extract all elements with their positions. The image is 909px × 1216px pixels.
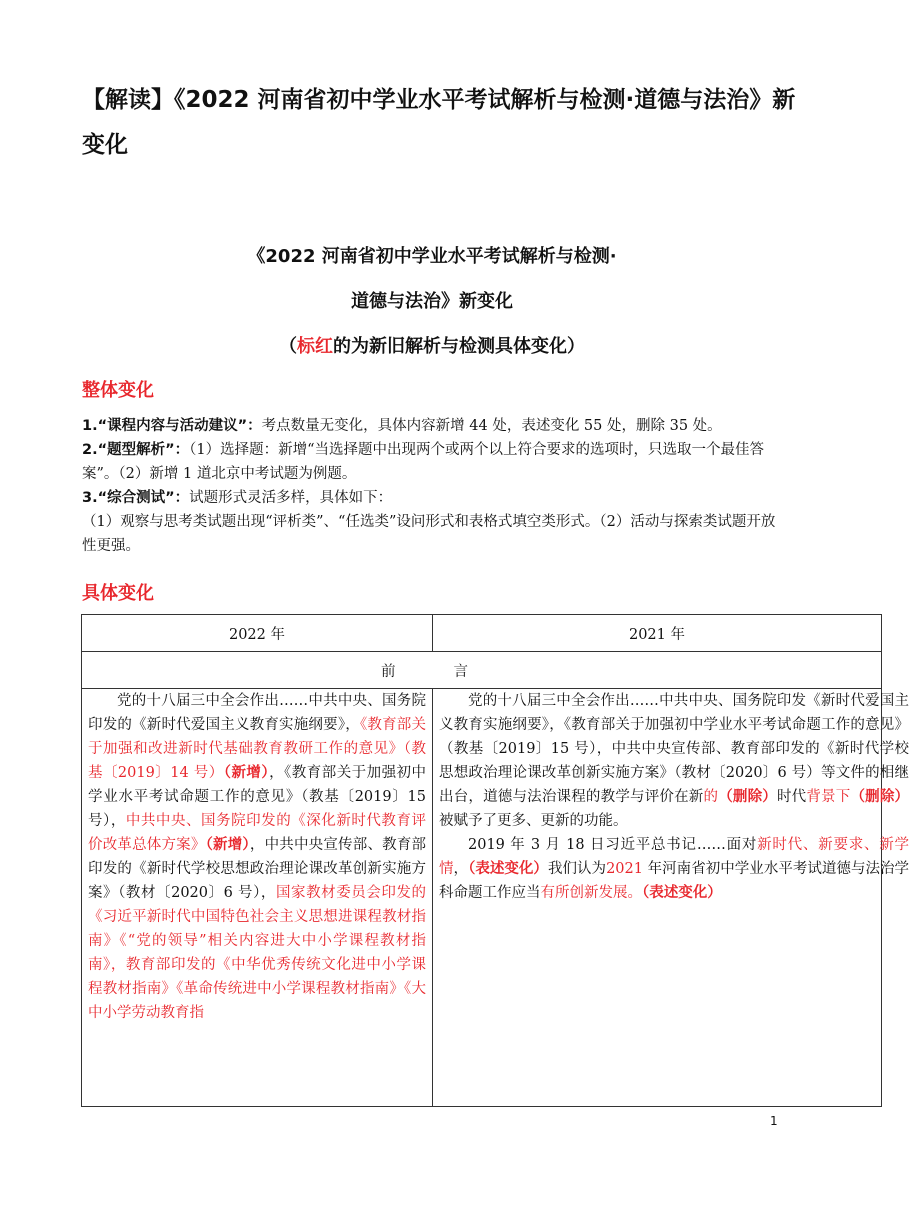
red-segment: 2021: [606, 861, 643, 877]
change-tag: （表述变化）: [642, 885, 722, 901]
text-segment: ，: [453, 861, 469, 877]
red-segment: 新时代、新要求、新学情: [439, 837, 909, 877]
item-2-label: 2.“题型解析”：: [82, 442, 190, 458]
comparison-table: [81, 614, 909, 1107]
red-segment: 国家教材委员会印发的《习近平新时代中国特色社会主义思想进课程教材指南》《“党的领导”相关内容进大中小学课程教材指南》，教育部印发的《中华优秀传统文化进中小学课程教材指南》《革命传统进中小学课程教材指南》《大中小学劳动教育指: [88, 885, 426, 1021]
overall-item-1: [82, 414, 782, 438]
text-segment: 时代: [776, 789, 807, 805]
header-2021: 2021 年: [433, 615, 882, 652]
content-row: [82, 689, 882, 1107]
red-segment: 有所创新发展。: [540, 885, 642, 901]
change-tag: （表述变化）: [468, 861, 548, 877]
item-1-text: 考点数量无变化，具体内容新增 44 处，表述变化 55 处，删除 35 处。: [261, 418, 722, 434]
text-segment: ，中共中央宣传部、教育部印发的《新时代学校思想政治理论课改革创新实施方案》（教材〔2020〕6 号），: [88, 837, 427, 901]
cell-2022: [82, 689, 433, 1107]
text-segment: 党的十八届三中全会作出……中共中央、国务院印发《新时代爱国主义教育实施纲要》，《教育部关于加强初中学业水平考试命题工作的意见》（教基〔2019〕15 号），中共中央宣传部、教育部印发的《新时代学校思想政治理论课改革创新实施方案》（教材〔2020〕6 号）等文件的相继出台，道德与法治课程的教学与评价在新: [439, 693, 909, 805]
page-number: 1: [770, 1114, 778, 1128]
subtitle-line-1: 《2022 河南省初中学业水平考试解析与检测·: [247, 246, 617, 267]
red-segment: 的: [703, 789, 719, 805]
header-2022: 2022 年: [82, 615, 433, 652]
red-segment: 《教育部关于加强和改进新时代基础教育教研工作的意见》（教基〔2019〕14 号）: [88, 717, 427, 781]
text-segment: 年河南省初中学业水平考试道德与法治学科命题工作应当: [439, 861, 909, 901]
text-segment: 党的十八届三中全会作出……中共中央、国务院印发的《新时代爱国主义教育实施纲要》，: [88, 693, 426, 733]
change-tag: （删除）: [718, 789, 777, 805]
preface-row: [82, 652, 882, 689]
subtitle-note: [82, 332, 782, 358]
section-heading-overall: 整体变化: [82, 380, 154, 401]
overall-changes-list: [82, 414, 782, 558]
text-segment: ，《教育部关于加强初中学业水平考试命题工作的意见》（教基〔2019〕15 号），: [88, 765, 427, 829]
item-2-text: （1）选择题：新增“当选择题中出现两个或两个以上符合要求的选项时，只选取一个最佳答案”。（2）新增 1 道北京中考试题为例题。: [82, 442, 765, 482]
note-rest: 的为新旧解析与检测具体变化）: [333, 336, 585, 357]
page-title: 【解读】《2022 河南省初中学业水平考试解析与检测·道德与法治》新变化: [82, 87, 796, 158]
item-1-label: 1.“课程内容与活动建议”：: [82, 418, 262, 434]
table-header-row: [82, 615, 882, 652]
subtitle-line-2: 道德与法治》新变化: [351, 291, 513, 312]
text-segment: 我们认为: [547, 861, 607, 877]
text-2021-p2: [439, 833, 909, 905]
preface-heading: 前 言: [82, 652, 882, 689]
overall-item-2: [82, 438, 782, 486]
overall-item-3-detail: （1）观察与思考类试题出现“评析类”、“任选类”设问形式和表格式填空类形式。（2）活动与探索类试题开放性更强。: [82, 514, 776, 554]
note-prefix: （: [279, 336, 297, 357]
change-tag: （新增）: [205, 837, 250, 853]
text-2022: [88, 689, 426, 1025]
text-segment: 被赋予了更多、更新的功能。: [439, 813, 628, 829]
red-segment: 中共中央、国务院印发的《深化新时代教育评价改革总体方案》: [88, 813, 427, 853]
text-segment: 2019 年 3 月 18 日习近平总书记……面对: [468, 837, 758, 853]
overall-item-3: [82, 486, 782, 510]
change-tag: （新增）: [223, 765, 270, 781]
text-2021-p1: [439, 689, 909, 833]
item-3-label: 3.“综合测试”：: [82, 490, 190, 506]
note-red-label: 标红: [297, 336, 333, 357]
change-tag: （删除）: [850, 789, 909, 805]
item-3-text: 试题形式灵活多样，具体如下：: [189, 490, 393, 506]
section-heading-specific: 具体变化: [82, 583, 154, 604]
cell-2021: [433, 689, 909, 1107]
red-segment: 背景下: [806, 789, 851, 805]
